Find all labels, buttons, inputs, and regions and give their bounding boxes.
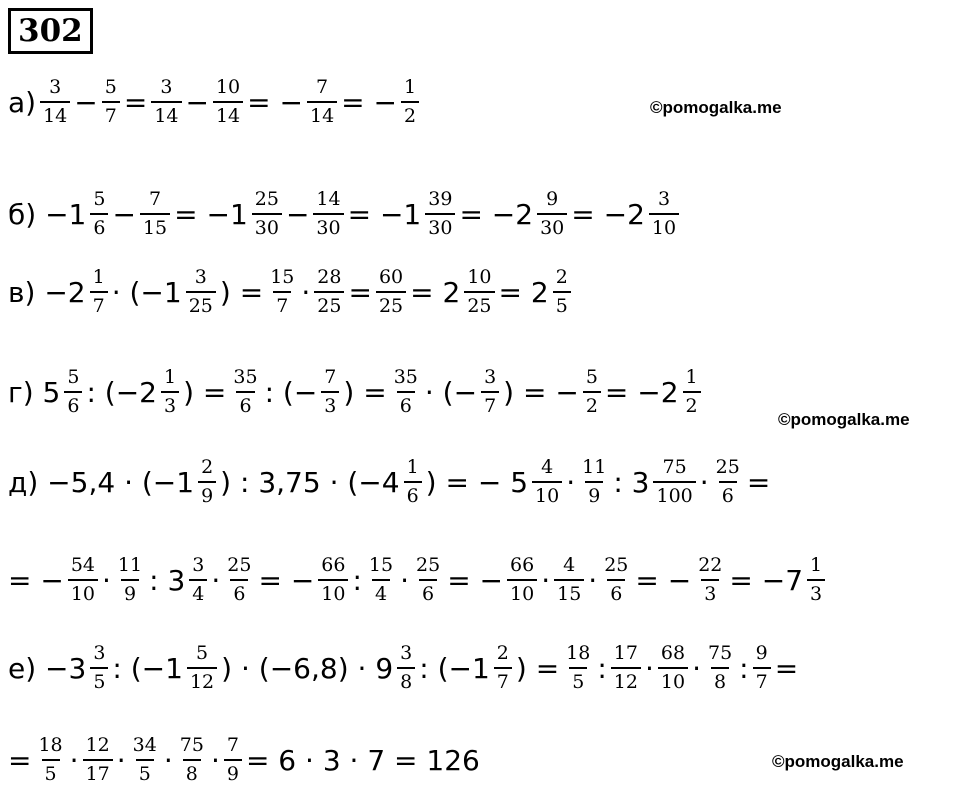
math-text: · — [588, 563, 598, 597]
math-text: : (−2 — [86, 375, 157, 409]
fraction — [705, 644, 735, 692]
numerator: 12 — [85, 734, 110, 756]
denominator: 9 — [224, 759, 242, 784]
fraction — [321, 368, 339, 416]
fraction — [404, 458, 422, 506]
fraction — [130, 736, 160, 784]
denominator: 25 — [376, 291, 406, 316]
denominator: 6 — [236, 391, 254, 416]
numerator: 25 — [254, 188, 279, 210]
denominator: 6 — [230, 579, 248, 604]
denominator: 8 — [397, 667, 415, 692]
denominator: 10 — [318, 579, 348, 604]
fraction — [252, 190, 282, 238]
numerator: 75 — [179, 734, 204, 756]
denominator: 2 — [683, 391, 701, 416]
numerator: 7 — [226, 734, 239, 756]
fraction — [397, 644, 415, 692]
math-text: = — [774, 651, 799, 685]
numerator: 1 — [164, 366, 177, 388]
solution-line-d-2 — [6, 556, 827, 604]
numerator: 4 — [563, 554, 576, 576]
problem-number: 302 — [8, 8, 93, 54]
math-text: = − — [635, 563, 692, 597]
fraction — [40, 78, 70, 126]
solution-line-e-1 — [6, 644, 800, 692]
numerator: 18 — [566, 642, 591, 664]
math-text: · — [211, 563, 221, 597]
denominator: 30 — [425, 213, 455, 238]
denominator: 8 — [711, 667, 729, 692]
denominator: 10 — [658, 667, 688, 692]
math-text: ) = — [343, 375, 387, 409]
denominator: 15 — [140, 213, 170, 238]
denominator: 2 — [583, 391, 601, 416]
math-text: : — [352, 563, 362, 597]
numerator: 18 — [38, 734, 63, 756]
math-text: = − — [258, 563, 315, 597]
denominator: 17 — [83, 759, 113, 784]
numerator: 75 — [707, 642, 733, 664]
math-text: · — [69, 743, 79, 777]
denominator: 14 — [151, 101, 181, 126]
fraction — [68, 556, 98, 604]
math-text: · — [116, 743, 126, 777]
fraction — [537, 190, 567, 238]
fraction — [161, 368, 179, 416]
denominator: 7 — [273, 291, 291, 316]
denominator: 3 — [807, 579, 825, 604]
watermark: ©pomogalka.me — [778, 410, 910, 429]
numerator: 3 — [484, 366, 497, 388]
fraction — [90, 644, 108, 692]
watermark: ©pomogalka.me — [650, 98, 782, 117]
math-text: = −7 — [729, 563, 804, 597]
numerator: 35 — [233, 366, 258, 388]
numerator: 39 — [428, 188, 453, 210]
denominator: 14 — [40, 101, 70, 126]
math-text: ) · (−6,8) · 9 — [221, 651, 394, 685]
numerator: 5 — [93, 188, 106, 210]
numerator: 2 — [201, 456, 214, 478]
math-text: : (−1 — [112, 651, 183, 685]
fraction — [611, 644, 641, 692]
fraction — [425, 190, 455, 238]
watermark: ©pomogalka.me — [772, 752, 904, 771]
fraction — [532, 458, 562, 506]
fraction — [653, 458, 695, 506]
numerator: 54 — [70, 554, 96, 576]
denominator: 5 — [553, 291, 571, 316]
math-text: − — [285, 197, 310, 231]
fraction — [115, 556, 145, 604]
denominator: 3 — [701, 579, 719, 604]
denominator: 9 — [585, 481, 603, 506]
math-text: д) −5,4 · (−1 — [8, 465, 195, 499]
numerator: 15 — [368, 554, 394, 576]
numerator: 28 — [317, 266, 342, 288]
math-text: = — [123, 85, 148, 119]
fraction — [649, 190, 679, 238]
numerator: 15 — [270, 266, 295, 288]
fraction — [140, 190, 170, 238]
numerator: 1 — [810, 554, 823, 576]
numerator: 2 — [555, 266, 568, 288]
denominator: 7 — [494, 667, 512, 692]
math-text: · — [210, 743, 220, 777]
math-text: · — [541, 563, 551, 597]
denominator: 7 — [102, 101, 120, 126]
fraction — [314, 268, 344, 316]
denominator: 30 — [252, 213, 282, 238]
fraction — [267, 268, 297, 316]
numerator: 66 — [321, 554, 346, 576]
denominator: 7 — [481, 391, 499, 416]
denominator: 6 — [90, 213, 108, 238]
fraction — [366, 556, 396, 604]
fraction — [713, 458, 743, 506]
numerator: 35 — [393, 366, 418, 388]
numerator: 34 — [132, 734, 157, 756]
fraction — [83, 736, 113, 784]
numerator: 3 — [400, 642, 413, 664]
fraction — [151, 78, 181, 126]
fraction — [90, 190, 108, 238]
numerator: 4 — [541, 456, 554, 478]
fraction — [376, 268, 406, 316]
math-text: = −1 — [347, 197, 422, 231]
math-text: = − — [341, 85, 397, 119]
denominator: 7 — [753, 667, 771, 692]
numerator: 14 — [316, 188, 341, 210]
denominator: 14 — [213, 101, 243, 126]
numerator: 25 — [604, 554, 629, 576]
fraction — [583, 368, 601, 416]
math-text: е) −3 — [8, 651, 87, 685]
fraction — [413, 556, 443, 604]
fraction — [90, 268, 108, 316]
math-text: = − — [247, 85, 303, 119]
numerator: 5 — [585, 366, 598, 388]
fraction — [177, 736, 207, 784]
solution-line-d-1 — [6, 458, 772, 506]
numerator: 7 — [148, 188, 162, 210]
denominator: 4 — [189, 579, 207, 604]
math-text: = 2 — [498, 275, 549, 309]
denominator: 6 — [607, 579, 625, 604]
numerator: 5 — [196, 642, 209, 664]
math-text: = 6 · 3 · 7 = 126 — [245, 743, 480, 777]
numerator: 1 — [92, 266, 105, 288]
fraction — [213, 78, 243, 126]
math-text: : 3 — [613, 465, 650, 499]
numerator: 7 — [316, 76, 329, 98]
numerator: 5 — [67, 366, 80, 388]
numerator: 3 — [657, 188, 671, 210]
solution-line-e-2 — [6, 736, 482, 784]
denominator: 3 — [161, 391, 179, 416]
denominator: 5 — [136, 759, 154, 784]
fraction — [64, 368, 82, 416]
fraction — [189, 556, 207, 604]
numerator: 3 — [192, 554, 205, 576]
numerator: 1 — [404, 76, 417, 98]
math-text: − — [185, 85, 209, 119]
math-text: = −2 — [459, 197, 534, 231]
math-text: = − — [447, 563, 504, 597]
denominator: 30 — [313, 213, 343, 238]
math-text: : (− — [264, 375, 318, 409]
numerator: 60 — [378, 266, 404, 288]
fraction — [230, 368, 260, 416]
denominator: 30 — [537, 213, 567, 238]
fraction — [563, 644, 593, 692]
denominator: 5 — [569, 667, 587, 692]
denominator: 6 — [419, 579, 437, 604]
math-text: · — [566, 465, 576, 499]
denominator: 4 — [372, 579, 390, 604]
math-text: · — [102, 563, 111, 597]
fraction — [579, 458, 609, 506]
fraction — [807, 556, 825, 604]
math-text: − — [74, 85, 98, 119]
denominator: 6 — [719, 481, 737, 506]
math-text: : — [597, 651, 607, 685]
fraction — [553, 268, 571, 316]
math-text: · — [692, 651, 701, 685]
solution-line-v — [6, 268, 573, 316]
math-text: · — [163, 743, 173, 777]
numerator: 3 — [49, 76, 62, 98]
fraction — [35, 736, 65, 784]
fraction — [683, 368, 701, 416]
math-text: б) −1 — [8, 197, 87, 231]
numerator: 7 — [324, 366, 337, 388]
fraction — [318, 556, 348, 604]
denominator: 9 — [121, 579, 139, 604]
fraction — [224, 736, 242, 784]
math-text: = — [348, 275, 372, 309]
numerator: 10 — [215, 76, 241, 98]
numerator: 3 — [93, 642, 106, 664]
numerator: 22 — [698, 554, 723, 576]
math-text: = −2 — [571, 197, 645, 231]
math-text: : (−1 — [419, 651, 490, 685]
numerator: 25 — [227, 554, 252, 576]
denominator: 10 — [507, 579, 537, 604]
denominator: 7 — [90, 291, 108, 316]
solution-line-a — [6, 78, 421, 126]
denominator: 15 — [554, 579, 584, 604]
math-text: = −1 — [174, 197, 248, 231]
denominator: 3 — [321, 391, 339, 416]
numerator: 11 — [117, 554, 143, 576]
denominator: 9 — [198, 481, 216, 506]
fraction — [391, 368, 421, 416]
math-text: ) = — [515, 651, 560, 685]
math-text: ) = − 5 — [425, 465, 529, 499]
math-text: а) — [8, 85, 37, 119]
numerator: 3 — [194, 266, 207, 288]
math-text: · (−1 — [111, 275, 182, 309]
fraction — [186, 268, 216, 316]
fraction — [198, 458, 216, 506]
denominator: 10 — [68, 579, 98, 604]
math-text: · — [699, 465, 709, 499]
denominator: 25 — [464, 291, 494, 316]
fraction — [481, 368, 499, 416]
fraction — [224, 556, 254, 604]
numerator: 25 — [715, 456, 740, 478]
math-text: = − — [8, 563, 64, 597]
math-text: в) −2 — [8, 275, 86, 309]
numerator: 3 — [160, 76, 173, 98]
fraction — [187, 644, 217, 692]
denominator: 8 — [183, 759, 201, 784]
fraction — [401, 78, 419, 126]
denominator: 10 — [532, 481, 562, 506]
numerator: 75 — [662, 456, 687, 478]
fraction — [102, 78, 120, 126]
solution-line-g — [6, 368, 703, 416]
math-text: · — [644, 651, 654, 685]
math-text: · — [301, 275, 311, 309]
fraction — [464, 268, 494, 316]
math-text: = 2 — [410, 275, 461, 309]
math-text: · (− — [424, 375, 478, 409]
denominator: 6 — [64, 391, 82, 416]
numerator: 25 — [416, 554, 441, 576]
denominator: 5 — [42, 759, 60, 784]
denominator: 12 — [611, 667, 641, 692]
denominator: 100 — [653, 481, 695, 506]
math-text: = −2 — [604, 375, 679, 409]
fraction — [507, 556, 537, 604]
math-text: ) = — [183, 375, 227, 409]
numerator: 1 — [406, 456, 419, 478]
fraction — [313, 190, 343, 238]
math-text: ) = − — [503, 375, 579, 409]
numerator: 2 — [496, 642, 509, 664]
numerator: 17 — [613, 642, 638, 664]
math-text: · — [400, 563, 409, 597]
numerator: 1 — [685, 366, 698, 388]
denominator: 2 — [401, 101, 419, 126]
numerator: 68 — [660, 642, 686, 664]
fraction — [601, 556, 631, 604]
math-text: = — [8, 743, 32, 777]
fraction — [753, 644, 771, 692]
denominator: 5 — [90, 667, 108, 692]
math-text: : — [739, 651, 749, 685]
fraction — [494, 644, 512, 692]
fraction — [658, 644, 688, 692]
denominator: 6 — [404, 481, 422, 506]
math-text: г) 5 — [8, 375, 61, 409]
numerator: 10 — [467, 266, 492, 288]
numerator: 5 — [104, 76, 117, 98]
fraction — [307, 78, 337, 126]
math-text: ) : 3,75 · (−4 — [220, 465, 400, 499]
math-text: : 3 — [149, 563, 186, 597]
solution-line-b — [6, 190, 681, 238]
fraction — [695, 556, 725, 604]
numerator: 9 — [546, 188, 559, 210]
denominator: 14 — [307, 101, 337, 126]
denominator: 25 — [314, 291, 344, 316]
numerator: 11 — [582, 456, 607, 478]
numerator: 9 — [755, 642, 768, 664]
math-text: ) = — [219, 275, 264, 309]
denominator: 25 — [186, 291, 216, 316]
denominator: 12 — [187, 667, 217, 692]
math-text: = — [746, 465, 771, 499]
denominator: 10 — [649, 213, 679, 238]
fraction — [554, 556, 584, 604]
denominator: 6 — [397, 391, 415, 416]
numerator: 66 — [510, 554, 535, 576]
math-text: − — [112, 197, 136, 231]
